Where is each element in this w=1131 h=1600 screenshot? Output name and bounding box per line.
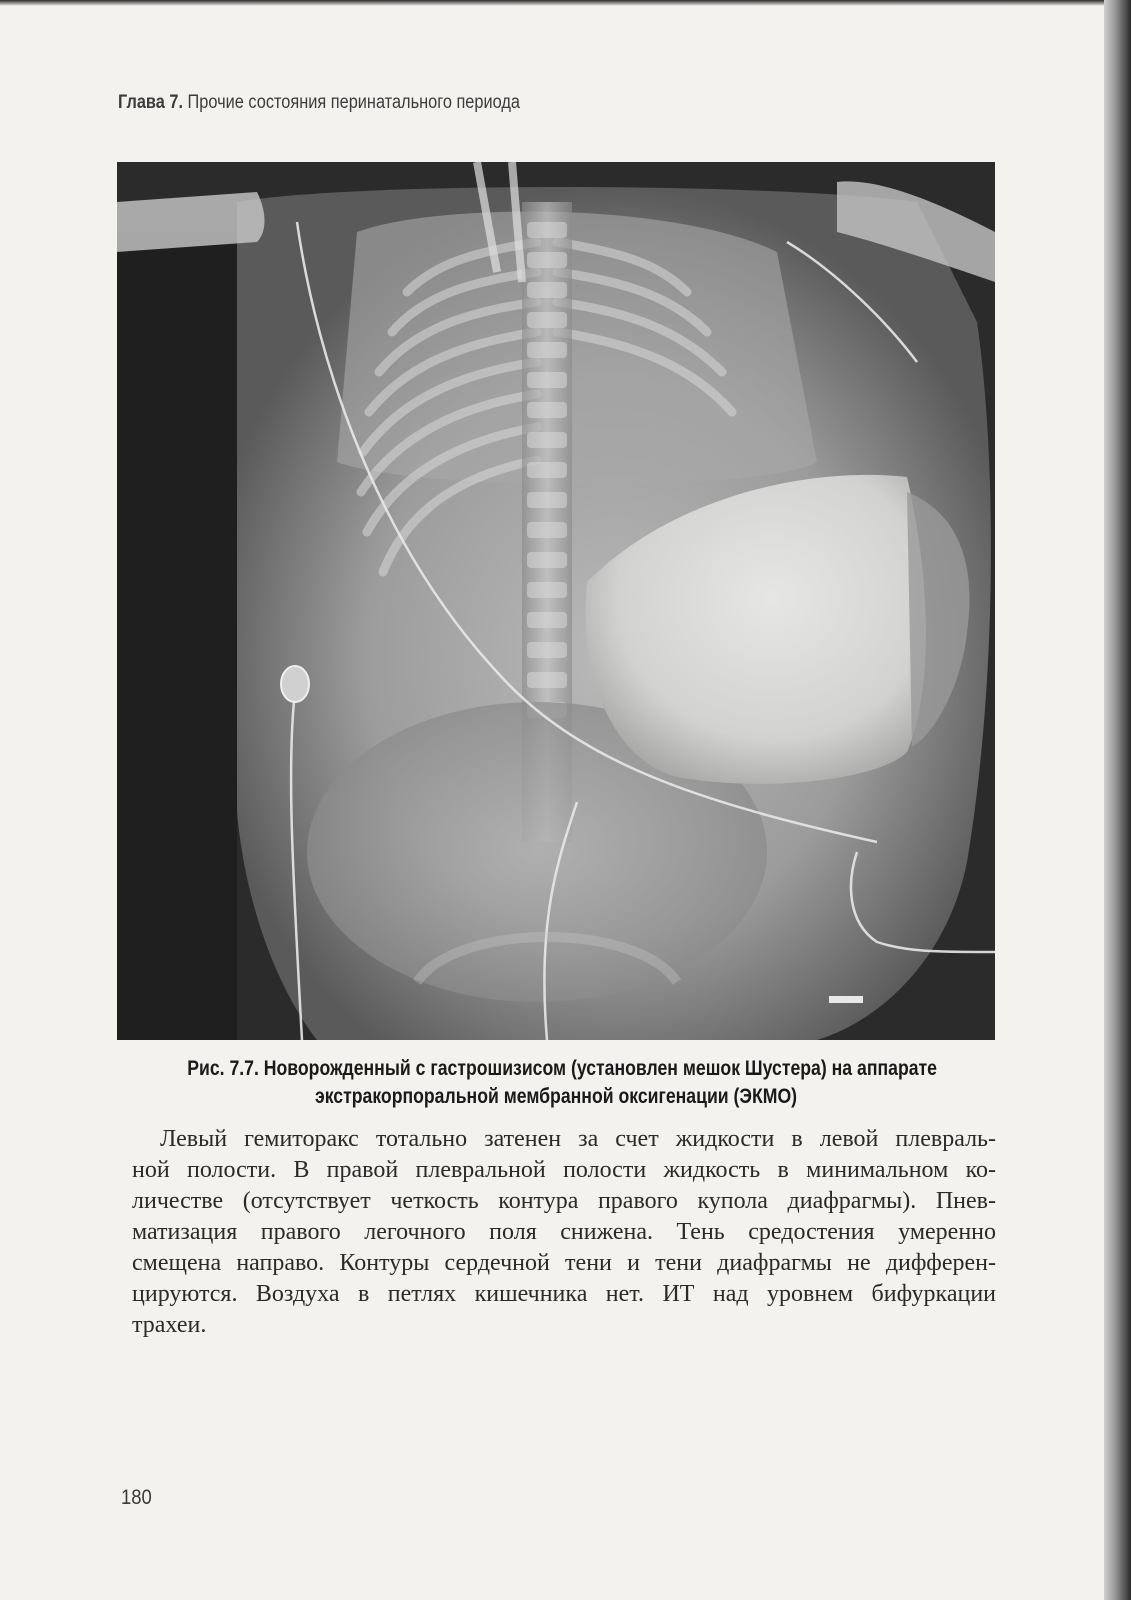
paragraph-line: ной полости. В правой плевральной полости жидкость в минимальном ко- [132, 1157, 996, 1183]
running-head [118, 92, 520, 114]
body-paragraph [132, 1124, 996, 1341]
chapter-title: Прочие состояния перинатального периода [187, 92, 520, 113]
paragraph-line: матизация правого легочного поля снижена. Тень средостения умеренно [132, 1219, 996, 1245]
page-top-shadow [0, 0, 1104, 6]
paragraph-line: трахеи. [132, 1312, 207, 1338]
paragraph-line: смещена направо. Контуры сердечной тени и тени диафрагмы не дифферен- [132, 1250, 996, 1276]
paragraph-line: цируются. Воздуха в петлях кишечника нет. ИТ над уровнем бифуркации [132, 1281, 996, 1307]
xray-figure [117, 162, 995, 1040]
caption-line-2: экстракорпоральной мембранной оксигенации (ЭКМО) [314, 1085, 798, 1108]
chapter-label: Глава 7. [118, 92, 184, 113]
paragraph-line: личестве (отсутствует четкость контура правого купола диафрагмы). Пнев- [132, 1188, 996, 1214]
page-number: 180 [121, 1486, 152, 1509]
caption-line-1: Рис. 7.7. Новорожденный с гастрошизисом (установлен мешок Шустера) на аппарате [187, 1057, 937, 1080]
scan-edge [1104, 0, 1131, 1600]
paragraph-line: Левый гемиторакс тотально затенен за счет жидкости в левой плевраль- [160, 1126, 996, 1152]
xray-image [117, 162, 995, 1040]
figure-caption [117, 1055, 995, 1111]
